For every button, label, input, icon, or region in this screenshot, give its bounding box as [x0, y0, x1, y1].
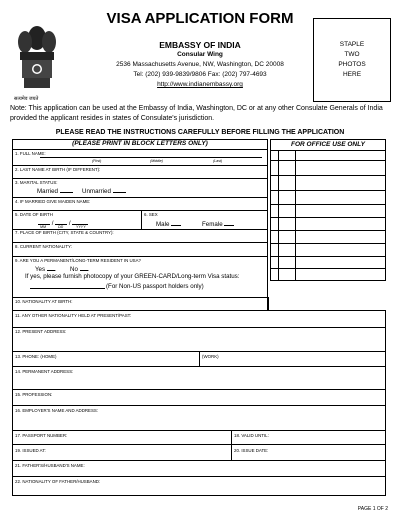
- office-grid-line: [270, 204, 386, 205]
- form-row-line: [12, 256, 268, 257]
- national-emblem-icon: [12, 20, 62, 104]
- photo-box-line: PHOTOS: [338, 61, 366, 68]
- middle-name-hint: (Middle): [150, 159, 163, 163]
- form-col-line: [141, 210, 142, 229]
- full-name-label: 1. FULL NAME:: [15, 151, 46, 156]
- jurisdiction-note: Note: This application can be used at the Embassy of India, Washington, DC or at any other Consulate Generals of India provided the applicant resides in states of Consulate's jurisdiction.: [10, 105, 383, 122]
- office-grid-line: [270, 243, 386, 244]
- form-col-line: [231, 430, 232, 460]
- married-label: Married: [37, 188, 58, 195]
- office-grid-line: [270, 268, 386, 269]
- office-grid-line: [270, 160, 386, 161]
- form-row-line: [12, 460, 386, 461]
- office-grid-line: [270, 230, 386, 231]
- dob-dd-hint: DD: [58, 225, 64, 229]
- dob-field[interactable]: / /: [38, 219, 88, 227]
- embassy-website-link[interactable]: http://www.indianembassy.org: [157, 81, 243, 88]
- valid-until-label: 18. VALID UNTIL:: [234, 433, 269, 438]
- form-row-line: [12, 444, 386, 445]
- form-title: VISA APPLICATION FORM: [106, 10, 294, 27]
- yes-label: Yes: [35, 266, 46, 273]
- emblem-motto: सत्यमेव जयते: [14, 96, 39, 102]
- no-option[interactable]: No .: [70, 266, 90, 273]
- form-col-line: [199, 351, 200, 366]
- male-label: Male: [156, 221, 170, 228]
- other-nationality-label: 11. ANY OTHER NATIONALITY HELD AT PRESENT/PAST:: [15, 313, 132, 318]
- married-option[interactable]: [37, 187, 73, 195]
- non-us-note: (For Non-US passport holders only): [106, 283, 204, 290]
- present-address-label: 12. PRESENT ADDRESS:: [15, 329, 67, 334]
- dob-mm-hint: MM: [40, 225, 46, 229]
- form-col-line: [268, 297, 269, 310]
- form-row-line: [12, 476, 386, 477]
- issued-at-label: 19. ISSUED AT:: [15, 448, 46, 453]
- home-phone-label: 13. PHONE: (HOME): [15, 354, 57, 359]
- embassy-phone: Tel: (202) 939-9839/9806 Fax: (202) 797-4693: [133, 71, 267, 78]
- office-grid-line: [270, 150, 386, 151]
- office-grid-line: [278, 150, 279, 281]
- form-row-line: [12, 327, 386, 328]
- full-name-field[interactable]: [40, 157, 262, 158]
- photo-box-line: STAPLE: [339, 41, 365, 48]
- form-row-line: [12, 405, 386, 406]
- form-row-line: [12, 165, 268, 166]
- profession-label: 15. PROFESSION:: [15, 392, 53, 397]
- female-label: Female: [202, 221, 223, 228]
- permanent-address-label: 14. PERMANENT ADDRESS:: [15, 369, 74, 374]
- father-nationality-label: 22. NATIONALITY OF FATHER/HUSBAND:: [15, 479, 101, 484]
- female-option[interactable]: [202, 220, 234, 228]
- first-name-hint: (First): [92, 159, 102, 163]
- permanent-resident-label: 9. ARE YOU A PERMANENT/LONG-TERM RESIDENT IN USA?: [15, 258, 141, 263]
- sex-label: 6. SEX: [144, 212, 158, 217]
- embassy-address: 2536 Massachusetts Avenue, NW, Washington, DC 20008: [116, 61, 284, 68]
- form-row-line: [12, 197, 268, 198]
- office-grid-line: [270, 256, 386, 257]
- photo-box-line: TWO: [344, 51, 360, 58]
- form-row-line: [12, 210, 268, 211]
- pob-label: 7. PLACE OF BIRTH (CITY, STATE & COUNTRY):: [15, 230, 114, 235]
- nationality-birth-label: 10. NATIONALITY AT BIRTH:: [15, 299, 73, 304]
- unmarried-option[interactable]: [82, 187, 126, 195]
- form-row-line: [12, 430, 386, 431]
- no-label: No: [70, 266, 78, 273]
- green-card-field[interactable]: [30, 288, 105, 289]
- photo-box: [313, 18, 391, 102]
- current-nationality-label: 8. CURRENT NATIONALITY:: [15, 244, 72, 249]
- unmarried-label: Unmarried: [82, 188, 111, 195]
- office-grid-line: [270, 190, 386, 191]
- work-phone-label: (WORK): [202, 354, 219, 359]
- embassy-name: EMBASSY OF INDIA: [159, 40, 241, 50]
- form-lower-section: [12, 310, 386, 496]
- form-row-line: [12, 178, 268, 179]
- office-grid-line: [270, 175, 386, 176]
- instructions-heading: PLEASE READ THE INSTRUCTIONS CAREFULLY BEFORE FILLING THE APPLICATION: [55, 129, 345, 136]
- consular-wing: Consular Wing: [177, 51, 223, 58]
- issue-date-label: 20. ISSUE DATE:: [234, 448, 269, 453]
- yes-option[interactable]: Yes .: [35, 266, 57, 273]
- form-row-line: [12, 297, 268, 298]
- passport-number-label: 17. PASSPORT NUMBER:: [15, 433, 68, 438]
- form-row-line: [12, 242, 268, 243]
- green-card-note: If yes, please furnish photocopy of your GREEN-CARD/Long-term Visa status:: [25, 273, 240, 280]
- form-row-line: [12, 366, 386, 367]
- block-letters-note: (PLEASE PRINT IN BLOCK LETTERS ONLY): [12, 139, 268, 150]
- marital-status-label: 3. MARITAL STATUS:: [15, 180, 58, 185]
- office-grid-line: [270, 217, 386, 218]
- employer-label: 16. EMPLOYER'S NAME AND ADDRESS:: [15, 408, 99, 413]
- male-option[interactable]: [156, 220, 181, 228]
- office-grid-line: [295, 150, 296, 281]
- form-row-line: [12, 310, 386, 311]
- last-name-hint: (Last): [213, 159, 223, 163]
- father-name-label: 21. FATHER'S/HUSBAND'S NAME:: [15, 463, 85, 468]
- maiden-name-label: 4. IF MARRIED GIVE MAIDEN NAME:: [15, 199, 91, 204]
- dob-label: 5. DATE OF BIRTH: [15, 212, 53, 217]
- office-use-title: FOR OFFICE USE ONLY: [291, 141, 365, 148]
- form-row-line: [12, 389, 386, 390]
- page-number: PAGE 1 OF 2: [357, 506, 388, 512]
- last-name-birth-label: 2. LAST NAME AT BIRTH (IF DIFFERENT):: [15, 167, 101, 172]
- photo-box-line: HERE: [342, 71, 362, 78]
- dob-yyyy-hint: YYYY: [76, 225, 86, 229]
